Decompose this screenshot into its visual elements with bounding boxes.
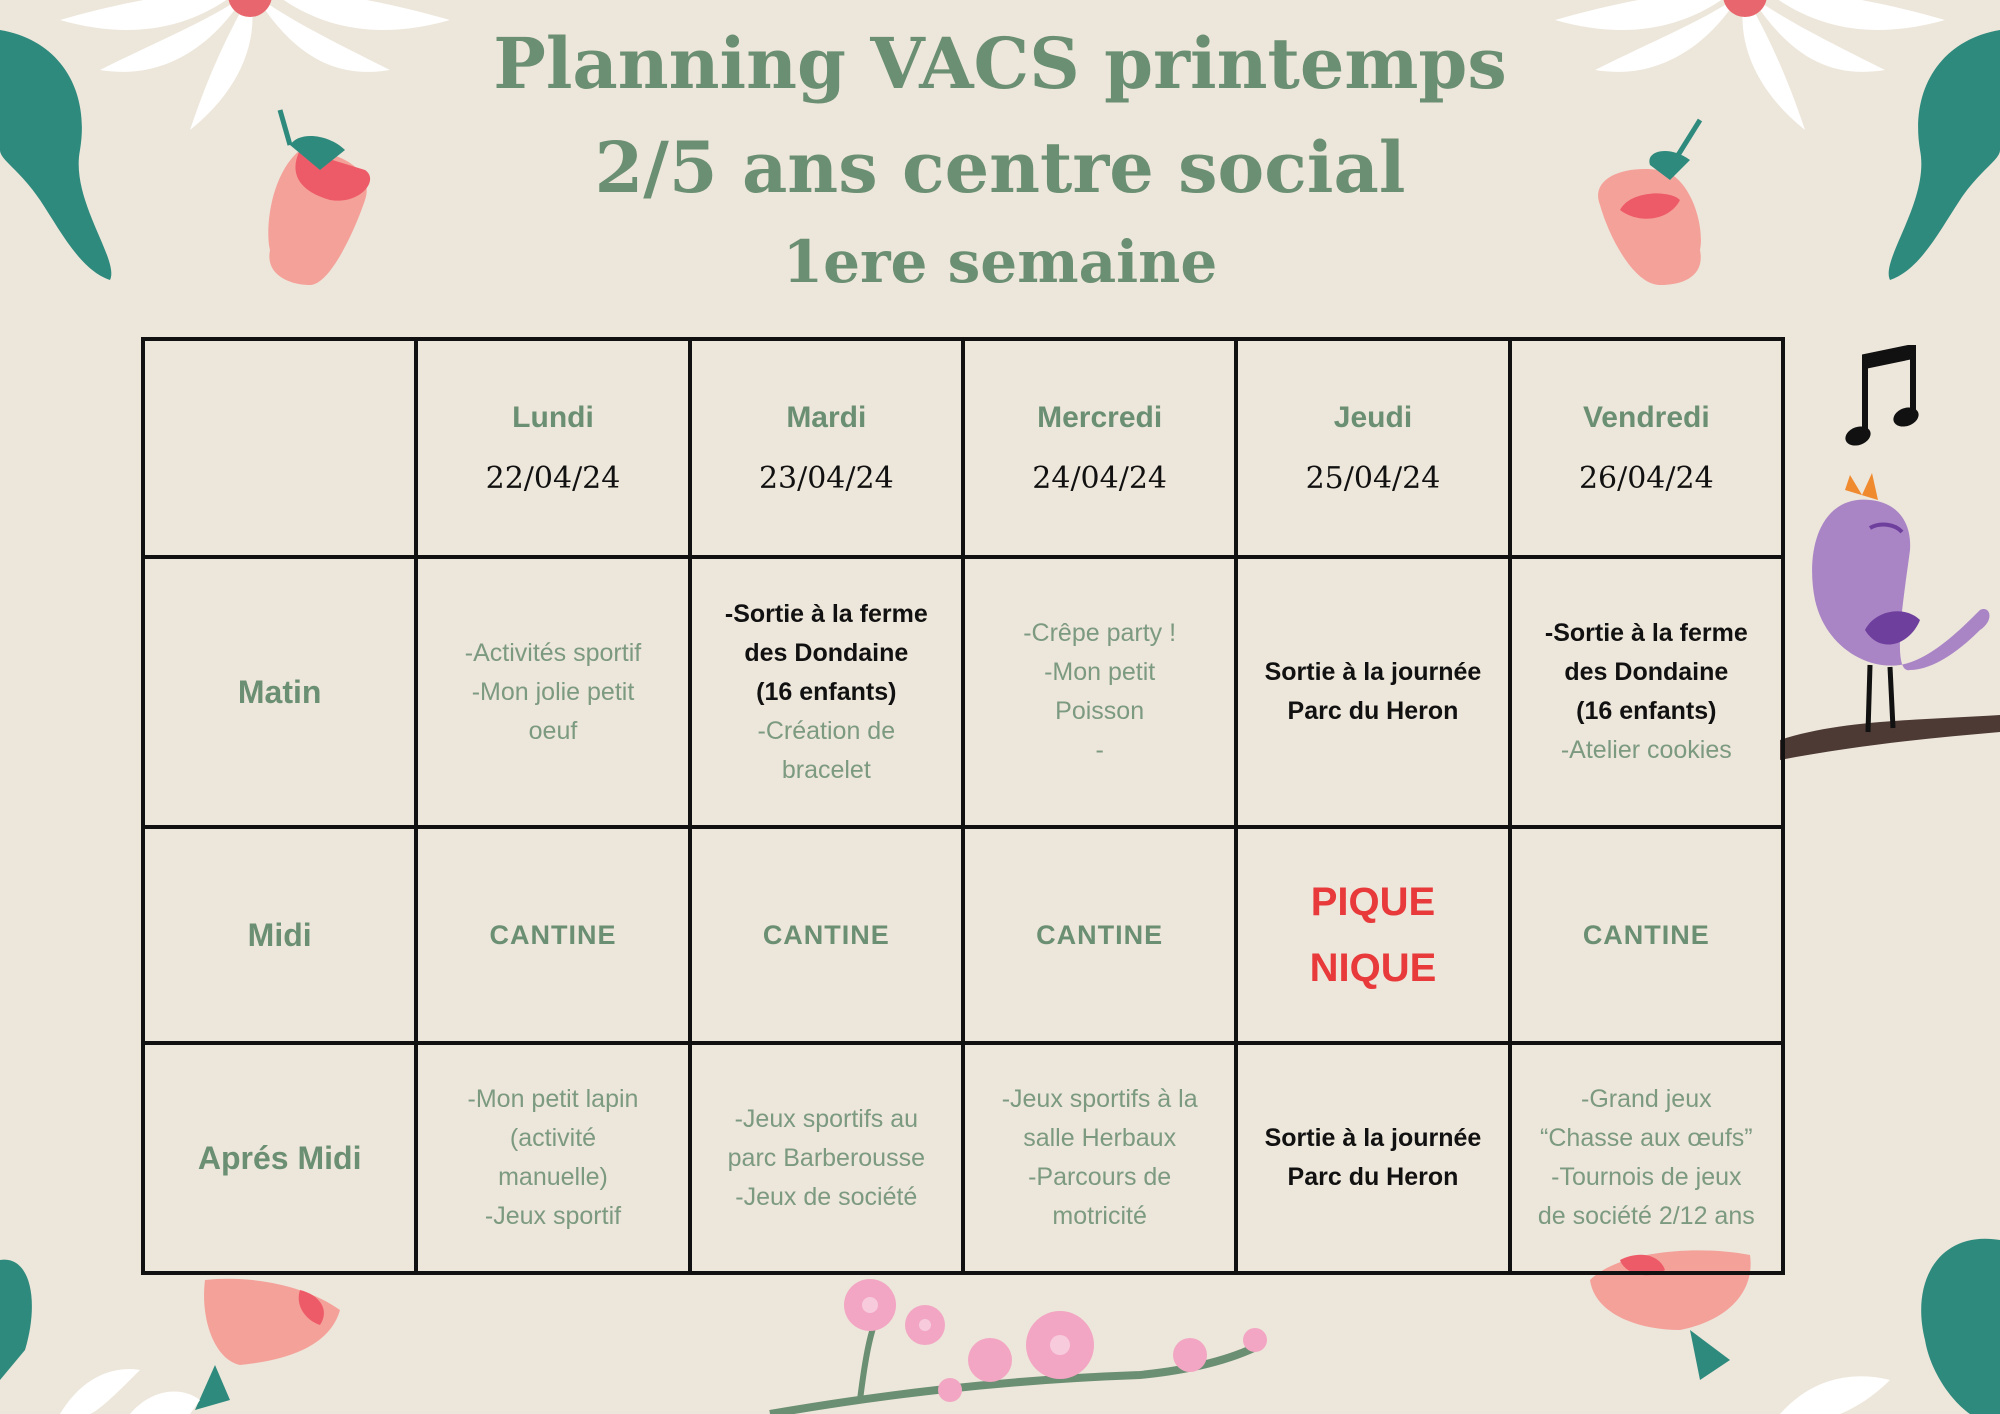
outing-line: (16 enfants) — [756, 677, 897, 706]
schedule-table — [141, 337, 1785, 1275]
cell-midi-mercredi: CANTINE — [963, 827, 1236, 1043]
tulip-icon — [195, 1279, 340, 1410]
day-name: Vendredi — [1582, 400, 1710, 434]
table-row-apres-midi — [143, 1043, 1783, 1273]
outing-line: Sortie à la journée — [1264, 658, 1482, 686]
empty-corner-cell — [143, 339, 416, 557]
flower-icon — [1780, 1376, 1890, 1414]
activity-line: -Création de — [757, 716, 896, 745]
day-date: 22/04/24 — [485, 460, 621, 496]
bird-icon — [1812, 473, 1989, 732]
cell-apres-midi-mercredi — [963, 1043, 1236, 1273]
activity-line: parc Barberousse — [727, 1143, 925, 1172]
cell-apres-midi-lundi — [416, 1043, 689, 1273]
activity-line: -Parcours de — [1028, 1163, 1172, 1191]
leaf-icon — [1921, 1239, 2000, 1414]
activity-line: motricité — [1052, 1202, 1147, 1230]
day-name: Mardi — [786, 400, 867, 434]
row-label-apres-midi: Aprés Midi — [143, 1043, 416, 1273]
activity-line: -Crêpe party ! — [1023, 619, 1177, 647]
day-name: Lundi — [512, 400, 594, 434]
day-header-vendredi — [1510, 339, 1783, 557]
activity-line: -Atelier cookies — [1560, 736, 1732, 764]
cell-midi-jeudi — [1236, 827, 1509, 1043]
outing-line: des Dondaine — [1564, 658, 1729, 686]
activity-line: (activité — [509, 1124, 597, 1152]
activity-line: -Mon petit — [1044, 658, 1156, 686]
outing-line: -Sortie à la ferme — [724, 599, 928, 628]
activity-line: oeuf — [528, 716, 578, 745]
page-subtitle: 2/5 ans centre social — [594, 126, 1406, 209]
pique-nique-line: NIQUE — [1309, 946, 1437, 990]
day-name: Jeudi — [1333, 400, 1413, 434]
outing-line: des Dondaine — [744, 638, 909, 667]
outing-line: Sortie à la journée — [1264, 1124, 1482, 1152]
week-label: 1ere semaine — [782, 228, 1218, 296]
cell-apres-midi-vendredi — [1510, 1043, 1783, 1273]
activity-line: -Mon petit lapin — [467, 1085, 639, 1113]
activity-line: de société 2/12 ans — [1537, 1202, 1755, 1230]
table-row-matin — [143, 557, 1783, 827]
activity-line: - — [1095, 736, 1104, 764]
activity-line: manuelle) — [498, 1163, 608, 1191]
cell-apres-midi-mardi — [690, 1043, 963, 1273]
activity-line: -Jeux de société — [735, 1182, 918, 1211]
bottom-center-cherry-blossom-decoration — [760, 1270, 1280, 1414]
page-title: Planning VACS printemps — [493, 22, 1507, 105]
cell-matin-vendredi — [1510, 557, 1783, 827]
table-row-midi — [143, 827, 1783, 1043]
day-name: Mercredi — [1037, 400, 1163, 434]
activity-line: -Jeux sportifs au — [734, 1104, 919, 1133]
activity-line: salle Herbaux — [1023, 1124, 1177, 1152]
day-date: 26/04/24 — [1578, 460, 1714, 496]
music-note-icon — [1845, 345, 1925, 455]
activity-line: -Jeux sportif — [484, 1202, 622, 1230]
cell-matin-mercredi — [963, 557, 1236, 827]
day-date: 24/04/24 — [1032, 460, 1168, 496]
leaf-icon — [0, 1260, 32, 1380]
outing-line: -Sortie à la ferme — [1544, 619, 1748, 647]
cell-midi-mardi: CANTINE — [690, 827, 963, 1043]
activity-line: -Activités sportif — [464, 638, 642, 667]
day-date: 25/04/24 — [1305, 460, 1441, 496]
row-label-matin: Matin — [143, 557, 416, 827]
activity-line: -Jeux sportifs à la — [1001, 1085, 1198, 1113]
day-header-mardi — [690, 339, 963, 557]
cell-matin-lundi — [416, 557, 689, 827]
day-header-lundi — [416, 339, 689, 557]
flower-icon — [60, 1369, 200, 1414]
activity-line: -Grand jeux — [1581, 1085, 1712, 1113]
activity-line: bracelet — [781, 755, 871, 784]
outing-line: Parc du Heron — [1287, 697, 1459, 725]
row-label-midi: Midi — [143, 827, 416, 1043]
outing-line: (16 enfants) — [1576, 697, 1717, 725]
cell-midi-vendredi: CANTINE — [1510, 827, 1783, 1043]
day-header-jeudi — [1236, 339, 1509, 557]
activity-line: -Tournois de jeux — [1551, 1163, 1742, 1191]
activity-line: “Chasse aux œufs” — [1540, 1124, 1753, 1152]
activity-line: Poisson — [1055, 697, 1145, 725]
bird-on-branch-decoration — [1780, 470, 2000, 790]
branch-icon — [1780, 715, 2000, 760]
day-date: 23/04/24 — [758, 460, 894, 496]
cell-midi-lundi: CANTINE — [416, 827, 689, 1043]
day-header-mercredi — [963, 339, 1236, 557]
pique-nique-line: PIQUE — [1310, 880, 1436, 924]
table-header-row — [143, 339, 1783, 557]
cell-matin-mardi — [690, 557, 963, 827]
activity-line: -Mon jolie petit — [471, 677, 635, 706]
outing-line: Parc du Heron — [1287, 1163, 1459, 1191]
cell-apres-midi-jeudi — [1236, 1043, 1509, 1273]
cell-matin-jeudi — [1236, 557, 1509, 827]
